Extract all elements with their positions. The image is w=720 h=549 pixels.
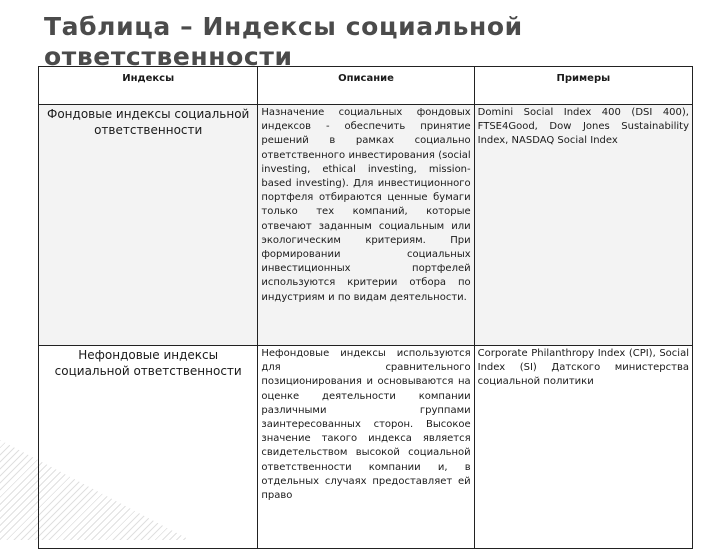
index-examples: Corporate Philanthropy Index (CPI), Social Index (SI) Датского министерства социальной политики	[474, 346, 692, 549]
table-header-row	[39, 67, 693, 105]
slide-title: Таблица – Индексы социальной ответственности	[44, 12, 523, 71]
header-examples: Примеры	[474, 67, 692, 105]
table-row	[39, 105, 693, 346]
index-description: Назначение социальных фондовых индексов - обеспечить принятие решений в рамках социально ответственного инвестирования (social investing, ethical investing, mission-based investing). Для инвестиционного портфеля отбираются ценные бумаги только тех компаний, которые отвечают заданным социальным или экологическим критериям. При формировании социальных инвестиционных портфелей используются критерии отбора по индустриям и по видам деятельности.	[258, 105, 474, 346]
indices-table	[38, 66, 693, 549]
header-description: Описание	[258, 67, 474, 105]
index-description: Нефондовые индексы используются для сравнительного позиционирования и основываются на оценке деятельности компании различными группами заинтересованных сторон. Высокое значение такого индекса является свидетельством высокой социальной ответственности компании и, в отдельных случаях предоставляет ей право	[258, 346, 474, 549]
table-row	[39, 346, 693, 549]
index-examples: Domini Social Index 400 (DSI 400), FTSE4Good, Dow Jones Sustainability Index, NASDAQ Social Index	[474, 105, 692, 346]
header-indices: Индексы	[39, 67, 258, 105]
index-name: Фондовые индексы социальной ответственности	[39, 105, 258, 346]
index-name: Нефондовые индексы социальной ответственности	[39, 346, 258, 549]
